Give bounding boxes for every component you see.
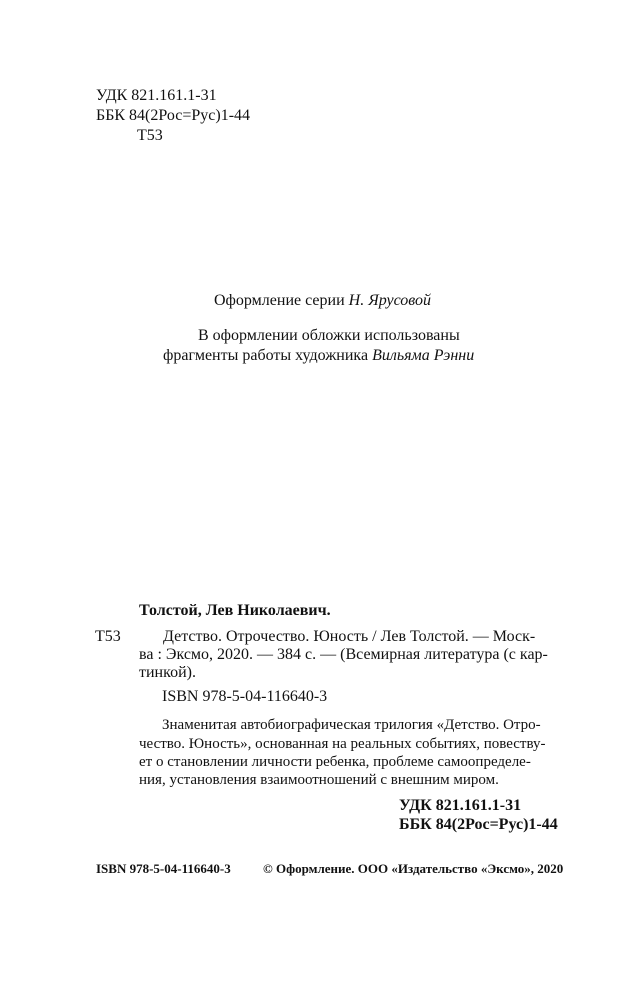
catalog-isbn: ISBN 978-5-04-116640-3 xyxy=(162,688,328,705)
catalog-description-line: ва : Эксмо, 2020. — 384 с. — (Всемирная литература (с кар- xyxy=(139,646,548,663)
bbk-code: ББК 84(2Рос=Рус)1-44 xyxy=(96,107,251,124)
cover-credit-line2 xyxy=(163,346,474,366)
cover-artist-name: Вильяма Рэнни xyxy=(372,347,475,364)
catalog-description-line: Детство. Отрочество. Юность / Лев Толстой. — Моск- xyxy=(163,628,536,645)
catalog-author-mark: Т53 xyxy=(95,628,121,645)
catalog-description-line: тинкой). xyxy=(139,664,196,681)
catalog-udk: УДК 821.161.1-31 xyxy=(399,797,522,814)
annotation-line: ет о становлении личности ребенка, проблеме самоопределе- xyxy=(139,754,531,770)
series-design-credit xyxy=(214,291,431,311)
author-mark: Т53 xyxy=(137,127,163,144)
footer-isbn: ISBN 978-5-04-116640-3 xyxy=(96,861,231,876)
catalog-author-heading: Толстой, Лев Николаевич. xyxy=(139,602,331,619)
cover-credit-label: фрагменты работы художника xyxy=(163,347,369,364)
annotation-line: Знаменитая автобиографическая трилогия «Детство. Отро- xyxy=(162,717,541,733)
catalog-bbk: ББК 84(2Рос=Рус)1-44 xyxy=(399,816,558,833)
series-designer-name: Н. Ярусовой xyxy=(348,292,432,309)
annotation-line: ния, установления взаимоотношений с внешним миром. xyxy=(139,772,499,788)
cover-credit-line1: В оформлении обложки использованы xyxy=(198,327,460,344)
annotation-line: чество. Юность», основанная на реальных событиях, повеству- xyxy=(139,736,546,752)
series-design-label: Оформление серии xyxy=(214,292,345,309)
udk-code: УДК 821.161.1-31 xyxy=(96,87,217,104)
footer-copyright: © Оформление. ООО «Издательство «Эксмо», 2020 xyxy=(263,861,564,876)
